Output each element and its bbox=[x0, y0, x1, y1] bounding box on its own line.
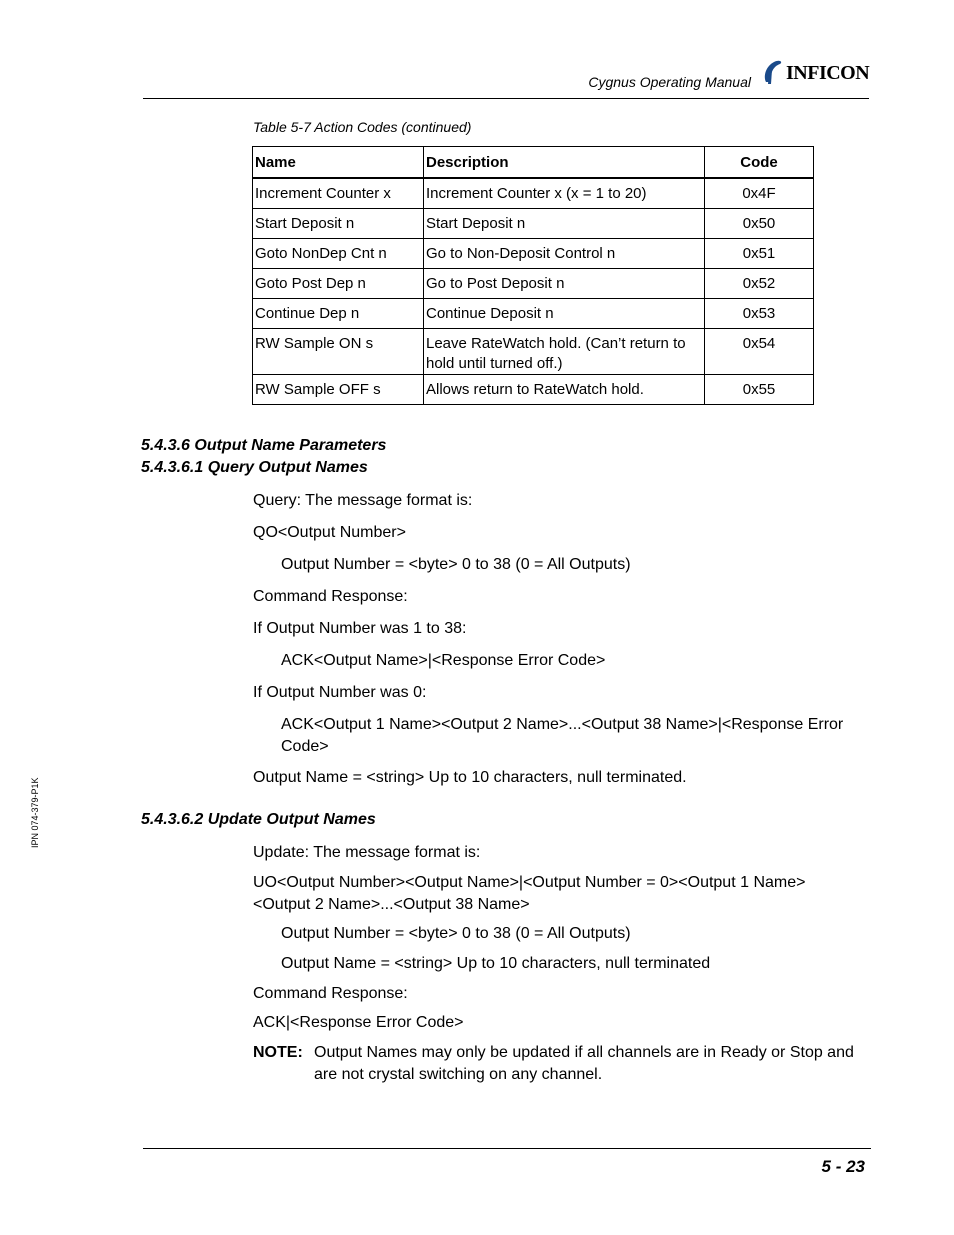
cell-name: Goto NonDep Cnt n bbox=[253, 238, 424, 268]
cell-name: Start Deposit n bbox=[253, 208, 424, 238]
update-parameter-1: Output Number = <byte> 0 to 38 (0 = All Outputs) bbox=[281, 925, 631, 942]
cell-name: RW Sample OFF s bbox=[253, 374, 424, 404]
cell-description: Increment Counter x (x = 1 to 20) bbox=[424, 178, 705, 208]
column-header-name: Name bbox=[253, 147, 424, 179]
cell-code: 0x50 bbox=[705, 208, 814, 238]
logo-wordmark: INFICON bbox=[786, 62, 870, 84]
cell-description: Start Deposit n bbox=[424, 208, 705, 238]
cell-code: 0x52 bbox=[705, 268, 814, 298]
output-name-definition: Output Name = <string> Up to 10 characters, null terminated. bbox=[253, 769, 687, 786]
query-case-2-response: ACK<Output 1 Name><Output 2 Name>...<Output 38 Name>|<Response Error Code> bbox=[281, 716, 844, 755]
update-command: UO<Output Number><Output Name>|<Output Number = 0><Output 1 Name><Output 2 Name>...<Output 38 Name> bbox=[253, 874, 806, 913]
table-row bbox=[253, 268, 814, 298]
query-case-1: If Output Number was 1 to 38: bbox=[253, 620, 467, 637]
note-label: NOTE: bbox=[253, 1044, 303, 1061]
update-response-label: Command Response: bbox=[253, 985, 408, 1002]
query-case-1-response: ACK<Output Name>|<Response Error Code> bbox=[281, 652, 606, 669]
table-row bbox=[253, 238, 814, 268]
cell-description: Allows return to RateWatch hold. bbox=[424, 374, 705, 404]
table-row bbox=[253, 374, 814, 404]
query-command: QO<Output Number> bbox=[253, 524, 406, 541]
column-header-code: Code bbox=[705, 147, 814, 179]
update-intro: Update: The message format is: bbox=[253, 844, 481, 861]
table-row bbox=[253, 208, 814, 238]
subsection-heading-update: 5.4.3.6.2 Update Output Names bbox=[141, 811, 376, 828]
query-response-label: Command Response: bbox=[253, 588, 408, 605]
cell-name: Increment Counter x bbox=[253, 178, 424, 208]
table-row bbox=[253, 298, 814, 328]
update-parameter-2: Output Name = <string> Up to 10 characters, null terminated bbox=[281, 955, 711, 972]
update-response: ACK|<Response Error Code> bbox=[253, 1014, 464, 1031]
section-heading: 5.4.3.6 Output Name Parameters bbox=[141, 437, 387, 454]
cell-name: Continue Dep n bbox=[253, 298, 424, 328]
subsection-heading-query: 5.4.3.6.1 Query Output Names bbox=[141, 459, 368, 476]
cell-description: Go to Post Deposit n bbox=[424, 268, 705, 298]
cell-code: 0x54 bbox=[705, 328, 814, 374]
query-case-2: If Output Number was 0: bbox=[253, 684, 427, 701]
logo-mark-icon bbox=[760, 58, 784, 86]
manual-title: Cygnus Operating Manual bbox=[588, 74, 751, 90]
table-row bbox=[253, 328, 814, 374]
table-caption: Table 5-7 Action Codes (continued) bbox=[253, 119, 472, 135]
cell-code: 0x55 bbox=[705, 374, 814, 404]
cell-code: 0x53 bbox=[705, 298, 814, 328]
cell-name: Goto Post Dep n bbox=[253, 268, 424, 298]
cell-description: Leave RateWatch hold. (Can’t return to hold until turned off.) bbox=[424, 328, 705, 374]
header-rule bbox=[143, 98, 869, 99]
table-header-row bbox=[253, 147, 814, 179]
query-intro: Query: The message format is: bbox=[253, 492, 473, 509]
footer-rule bbox=[143, 1148, 871, 1149]
page-number: 5 - 23 bbox=[821, 1157, 865, 1176]
table-row bbox=[253, 178, 814, 208]
cell-description: Continue Deposit n bbox=[424, 298, 705, 328]
note-block bbox=[253, 1042, 863, 1086]
query-parameter: Output Number = <byte> 0 to 38 (0 = All Outputs) bbox=[281, 556, 631, 573]
side-document-id: IPN 074-379-P1K bbox=[30, 777, 40, 848]
cell-code: 0x51 bbox=[705, 238, 814, 268]
inficon-logo bbox=[760, 58, 874, 86]
note-text: Output Names may only be updated if all channels are in Ready or Stop and are not crystal switching on any channel. bbox=[314, 1044, 854, 1083]
column-header-description: Description bbox=[424, 147, 705, 179]
cell-code: 0x4F bbox=[705, 178, 814, 208]
cell-name: RW Sample ON s bbox=[253, 328, 424, 374]
action-codes-table bbox=[252, 146, 814, 405]
cell-description: Go to Non-Deposit Control n bbox=[424, 238, 705, 268]
